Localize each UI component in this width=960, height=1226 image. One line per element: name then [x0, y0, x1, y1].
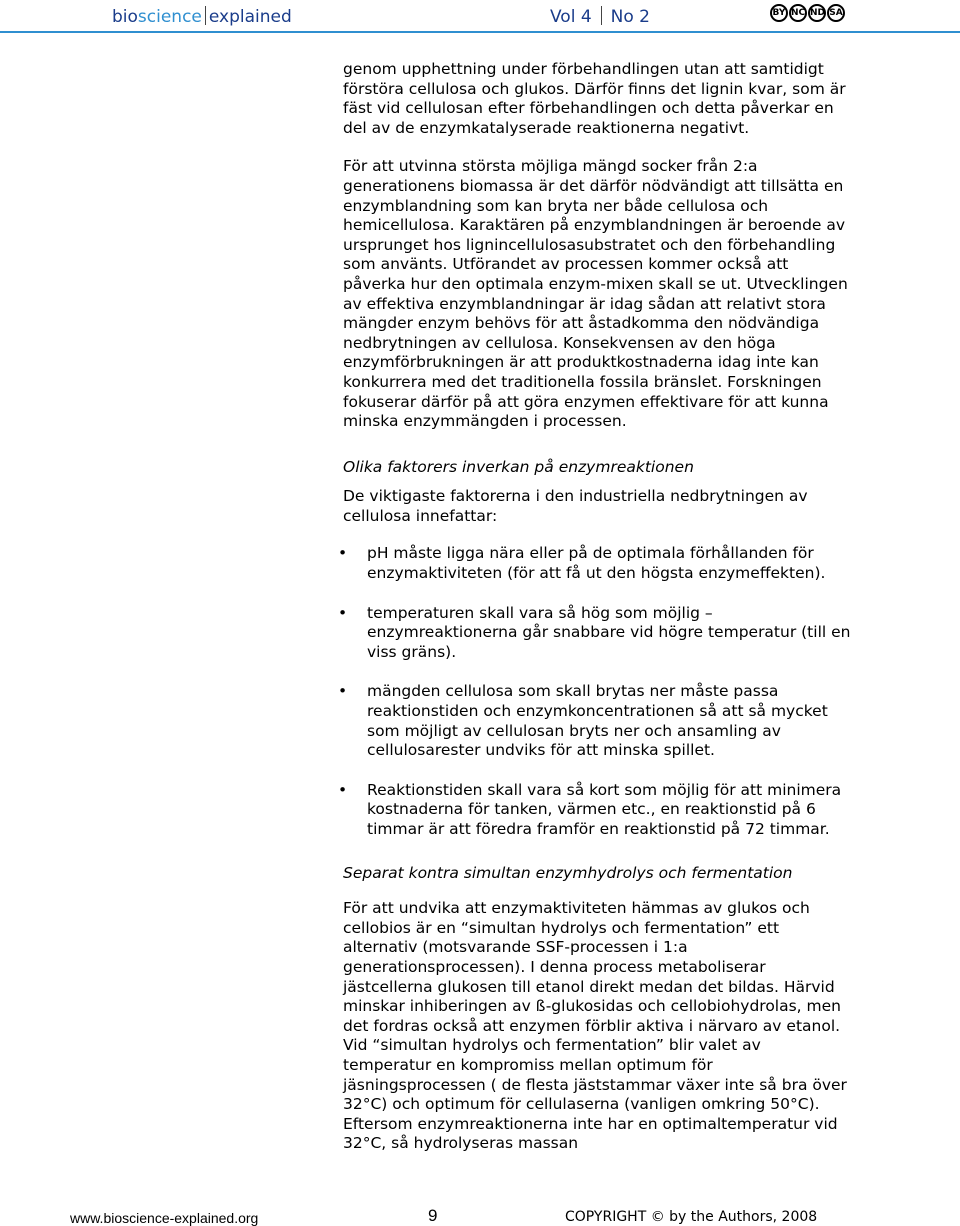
- list-item: [338, 544, 853, 583]
- cc-nd-icon: ND: [808, 4, 826, 22]
- volume-label: Vol 4: [550, 7, 592, 27]
- list-item: [338, 682, 853, 760]
- header-rule: [0, 31, 960, 33]
- bullet-icon: •: [338, 544, 348, 563]
- license-icons: [770, 4, 845, 22]
- page-number: 9: [428, 1206, 438, 1225]
- section-heading-factors: Olika faktorers inverkan på enzymreaktionen: [343, 457, 694, 476]
- paragraph-enzyme-mix: För att utvinna största möjliga mängd socker från 2:a generationens biomassa är det därför nödvändigt att tillsätta en enzymblandning som kan bryta ner både cellulosa och hemicellulosa. Karaktären på enzymblandningen är beroende av ursprunget hos lignincellulosasubstratet och den förbehandling som använts. Utförandet av processen kommer också att påverka hur den optimala enzym-mixen skall se ut. Utvecklingen av effektiva enzymblandningar är idag sådan att relativt stora mängder enzym behövs för att åstadkomma den nödvändiga nedbrytningen av cellulosa. Konsekvensen av den höga enzymförbrukningen är att produktkostnaderna idag inte kan konkurrera med det traditionella fossila bränslet. Forskningen fokuserar därför på att göra enzymen effektivare för att kunna minska enzymmängden i processen.: [343, 157, 848, 431]
- footer-url: www.bioscience-explained.org: [70, 1210, 259, 1226]
- brand-science: science: [137, 7, 202, 27]
- factors-list: [338, 544, 853, 839]
- cc-nc-icon: NC: [789, 4, 807, 22]
- journal-brand: [112, 6, 292, 27]
- brand-explained: explained: [208, 7, 292, 27]
- section-heading-ssf: Separat kontra simultan enzymhydrolys och fermentation: [343, 863, 793, 882]
- list-item: [338, 780, 853, 840]
- paragraph-ssf: För att undvika att enzymaktiviteten hämmas av glukos och cellobios är en “simultan hydrolys och fermentation” ett alternativ (motsvarande SSF-processen i 1:a generationsprocessen). I denna process metaboliserar jästcellerna glukosen till etanol direkt medan det bildas. Härvid minskar inhiberingen av ß-glukosidas och cellobiohydrolas, men det fordras också att enzymen förblir aktiva i närvaro av etanol. Vid “simultan hydrolys och fermentation” blir valet av temperatur en kompromiss mellan optimum för jäsningsprocessen ( de flesta jäststammar växer inte så bra över 32°C) och optimum för cellulaserna (vanligen omkring 50°C). Eftersom enzymreaktionerna inte har en optimaltemperatur vid 32°C, så hydrolyseras massan: [343, 899, 847, 1153]
- footer-copyright: COPYRIGHT © by the Authors, 2008: [565, 1209, 818, 1225]
- number-label: No 2: [610, 7, 650, 27]
- cc-by-icon: BY: [770, 4, 788, 22]
- article-body: [338, 60, 853, 1154]
- list-item-text: pH måste ligga nära eller på de optimala förhållanden för enzymaktiviteten (för att få ut den högsta enzymeffekten).: [367, 544, 826, 583]
- list-item-text: Reaktionstiden skall vara så kort som möjlig för att minimera kostnaderna för tanken, värmen etc., en reaktionstid på 6 timmar är att föredra framför en reaktionstid på 72 timmar.: [367, 780, 842, 838]
- paragraph-lignin: genom upphettning under förbehandlingen utan att samtidigt förstöra cellulosa och glukos. Därför finns det lignin kvar, som är fäst vid cellulosan efter förbehandlingen och detta påverkar en del av de enzymkatalyserade reaktionerna negativt.: [343, 60, 846, 137]
- issue-separator: [601, 6, 602, 25]
- bullet-icon: •: [338, 780, 348, 799]
- list-item-text: temperaturen skall vara så hög som möjlig – enzymreaktionerna går snabbare vid högre temperatur (till en viss gräns).: [367, 603, 851, 661]
- list-item: [338, 603, 853, 663]
- page-header: [0, 0, 960, 38]
- brand-bio: bio: [112, 7, 138, 27]
- brand-separator: [205, 6, 206, 25]
- issue-info: [550, 6, 650, 27]
- factors-intro: De viktigaste faktorerna i den industriella nedbrytningen av cellulosa innefattar:: [343, 487, 808, 525]
- cc-sa-icon: SA: [827, 4, 845, 22]
- list-item-text: mängden cellulosa som skall brytas ner måste passa reaktionstiden och enzymkoncentrationen så att så mycket som möjligt av cellulosan bryts ner och ansamling av cellulosarester undviks för att minska spillet.: [367, 682, 828, 760]
- bullet-icon: •: [338, 682, 348, 701]
- bullet-icon: •: [338, 603, 348, 622]
